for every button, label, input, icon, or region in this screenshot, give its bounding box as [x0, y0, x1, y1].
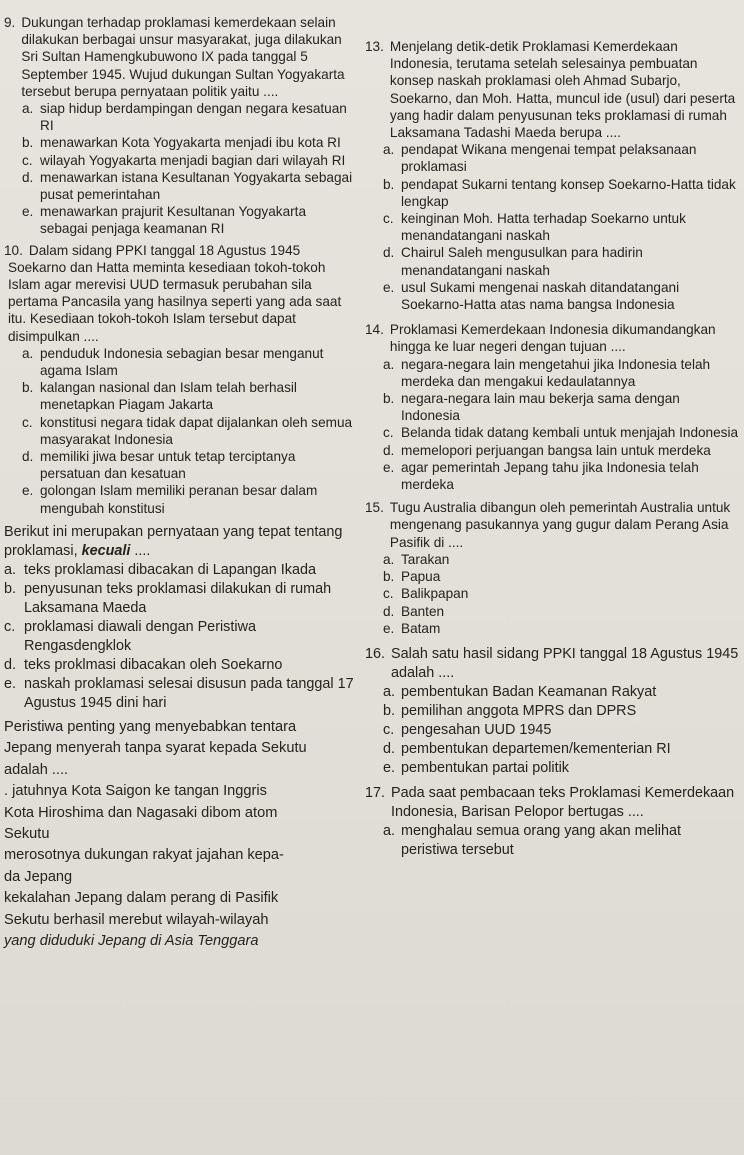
- option-a[interactable]: a. siap hidup berdampingan dengan negara kesatuan RI: [22, 101, 347, 134]
- option-e[interactable]: e. naskah proklamasi selesai disusun pada tanggal 17 Agustus 1945 dini hari: [4, 675, 354, 711]
- question-16: [365, 645, 741, 778]
- question-12-line: adalah ....: [4, 761, 69, 778]
- option-b[interactable]: b. Papua: [383, 569, 441, 585]
- option-c-continued: da Jepang: [4, 868, 73, 885]
- option-b[interactable]: b. negara-negara lain mau bekerja sama dengan Indonesia: [383, 391, 680, 424]
- question-stem: Dukungan terhadap proklamasi kemerdekaan selain dilakukan berbagai unsur masyarakat, juga dilakukan Sri Sultan Hamengkubuwono IX pada tanggal 5 September 1945. Wujud dukungan Sultan Yogyakarta tersebut berupa pernyataan politik yaitu ....: [21, 15, 345, 99]
- option-a[interactable]: a. menghalau semua orang yang akan melihat peristiwa tersebut: [383, 822, 681, 858]
- option-e[interactable]: e. Batam: [383, 620, 441, 636]
- question-number: 17.: [365, 784, 386, 801]
- left-column: [4, 14, 356, 952]
- option-c[interactable]: c. pengesahan UUD 1945: [383, 721, 552, 738]
- option-e[interactable]: e. pembentukan partai politik: [383, 759, 569, 776]
- question-number: 13.: [365, 39, 384, 54]
- option-b[interactable]: b. kalangan nasional dan Islam telah berhasil menetapkan Piagam Jakarta: [22, 380, 297, 413]
- option-b[interactable]: b. pemilihan anggota MPRS dan DPRS: [383, 702, 637, 719]
- option-a[interactable]: a. teks proklamasi dibacakan di Lapangan Ikada: [4, 561, 317, 578]
- right-column: [365, 38, 741, 860]
- question-stem: Pada saat pembacaan teks Proklamasi Kemerdekaan Indonesia, Barisan Pelopor bertugas ....: [391, 784, 735, 820]
- option-a[interactable]: a. penduduk Indonesia sebagian besar menganut agama Islam: [22, 345, 324, 379]
- option-d[interactable]: d. memelopori perjuangan bangsa lain untuk merdeka: [383, 442, 711, 458]
- option-list: [365, 822, 741, 860]
- question-10: [4, 242, 356, 517]
- option-b[interactable]: b. pendapat Sukarni tentang konsep Soekarno-Hatta tidak lengkap: [383, 176, 736, 209]
- kecuali-emphasis: kecuali: [81, 542, 131, 559]
- question-number: 10.: [4, 242, 23, 258]
- option-d[interactable]: d. memiliki jiwa besar untuk tetap terciptanya persatuan dan kesatuan: [22, 449, 296, 482]
- question-12-line: Jepang menyerah tanpa syarat kepada Sekutu: [4, 740, 307, 757]
- option-a[interactable]: a. negara-negara lain mengetahui jika Indonesia telah merdeka dan mengakui kedaulatannya: [383, 356, 711, 389]
- option-e[interactable]: Sekutu berhasil merebut wilayah-wilayah: [4, 911, 269, 928]
- option-d[interactable]: d. menawarkan istana Kesultanan Yogyakarta sebagai pusat pemerintahan: [22, 169, 353, 203]
- option-a[interactable]: . jatuhnya Kota Saigon ke tangan Inggris: [4, 783, 267, 800]
- question-14: [365, 321, 741, 493]
- option-d[interactable]: d. pembentukan departemen/kementerian RI: [383, 740, 671, 757]
- option-a[interactable]: a. pembentukan Badan Keamanan Rakyat: [383, 683, 657, 700]
- option-c[interactable]: merosotnya dukungan rakyat jajahan kepa-: [4, 847, 284, 864]
- question-15: [365, 499, 741, 637]
- option-e[interactable]: e. menawarkan prajurit Kesultanan Yogyakarta sebagai penjaga keamanan RI: [22, 204, 307, 237]
- option-list: [365, 683, 741, 778]
- question-stem: Tugu Australia dibangun oleh pemerintah Australia untuk mengenang pasukannya yang gugur dalam Perang Asia Pasifik di ....: [389, 500, 731, 550]
- option-c[interactable]: c. wilayah Yogyakarta menjadi bagian dari wilayah RI: [22, 152, 346, 168]
- question-stem: Berikut ini merupakan pernyataan yang tepat tentang proklamasi, kecuali ....: [4, 523, 343, 559]
- question-stem: Salah satu hasil sidang PPKI tanggal 18 Agustus 1945 adalah ....: [391, 645, 739, 681]
- question-9: [4, 14, 356, 238]
- question-12: [4, 717, 356, 952]
- question-stem: Dalam sidang PPKI tanggal 18 Agustus 1945: [28, 242, 301, 258]
- option-c[interactable]: c. Belanda tidak datang kembali untuk menjajah Indonesia: [383, 425, 739, 441]
- option-e[interactable]: e. agar pemerintah Jepang tahu jika Indonesia telah merdeka: [383, 459, 699, 493]
- option-list: [365, 551, 741, 637]
- option-b[interactable]: Kota Hiroshima dan Nagasaki dibom atom: [4, 804, 278, 821]
- option-d[interactable]: kekalahan Jepang dalam perang di Pasifik: [4, 890, 279, 907]
- option-a[interactable]: a. pendapat Wikana mengenai tempat pelaksanaan proklamasi: [383, 142, 697, 175]
- option-b[interactable]: b. penyusunan teks proklamasi dilakukan di rumah Laksamana Maeda: [4, 580, 332, 616]
- question-stem-continued: Soekarno dan Hatta meminta kesediaan tokoh-tokoh Islam agar merevisi UUD termasuk perubahan sila pertama Pancasila yang hasilnya seperti yang ada saat itu. Kesediaan tokoh-tokoh Islam tersebut dapat disimpulkan ....: [8, 259, 342, 344]
- question-17: [365, 784, 741, 860]
- option-list: [365, 141, 741, 313]
- option-list: [4, 100, 356, 238]
- option-e-continued: yang diduduki Jepang di Asia Tenggara: [4, 932, 259, 949]
- question-number: 9.: [4, 15, 16, 30]
- question-stem: Proklamasi Kemerdekaan Indonesia dikumandangkan hingga ke luar negeri dengan tujuan ....: [389, 322, 716, 355]
- question-11: [4, 523, 356, 713]
- option-list: [4, 561, 356, 713]
- option-d[interactable]: d. Banten: [383, 603, 445, 619]
- option-d[interactable]: d. Chairul Saleh mengusulkan para hadirin menandatangani naskah: [383, 245, 643, 278]
- question-number: 14.: [365, 322, 384, 338]
- option-e[interactable]: e. golongan Islam memiliki peranan besar dalam mengubah konstitusi: [22, 483, 318, 516]
- option-e[interactable]: e. usul Sukami mengenai naskah ditandatangani Soekarno-Hatta atas nama bangsa Indonesia: [383, 279, 680, 313]
- question-13: [365, 38, 741, 313]
- option-b-continued: Sekutu: [4, 825, 50, 842]
- option-c[interactable]: c. keinginan Moh. Hatta terhadap Soekarno untuk menandatangani naskah: [383, 211, 686, 244]
- option-list: [4, 345, 356, 517]
- option-a[interactable]: a. Tarakan: [383, 551, 450, 567]
- option-d[interactable]: d. teks proklmasi dibacakan oleh Soekarno: [4, 656, 283, 673]
- option-c[interactable]: c. konstitusi negara tidak dapat dijalankan oleh semua masyarakat Indonesia: [22, 414, 353, 447]
- question-number: 15.: [365, 500, 384, 516]
- question-12-line: Peristiwa penting yang menyebabkan tentara: [4, 718, 297, 735]
- option-c[interactable]: c. proklamasi diawali dengan Peristiwa Rengasdengklok: [4, 618, 256, 654]
- option-c[interactable]: c. Balikpapan: [383, 586, 469, 602]
- question-stem: Menjelang detik-detik Proklamasi Kemerdekaan Indonesia, terutama setelah selesainya pembuatan konsep naskah proklamasi oleh Ahmad Subarjo, Soekarno, dan Moh. Hatta, muncul ide (usul) dari peserta yang hadir dalam penyusunan teks proklamasi di rumah Laksamana Tadashi Maeda berupa ....: [389, 39, 736, 141]
- question-number: 16.: [365, 645, 386, 662]
- option-list: [365, 356, 741, 494]
- option-b[interactable]: b. menawarkan Kota Yogyakarta menjadi ibu kota RI: [22, 135, 341, 151]
